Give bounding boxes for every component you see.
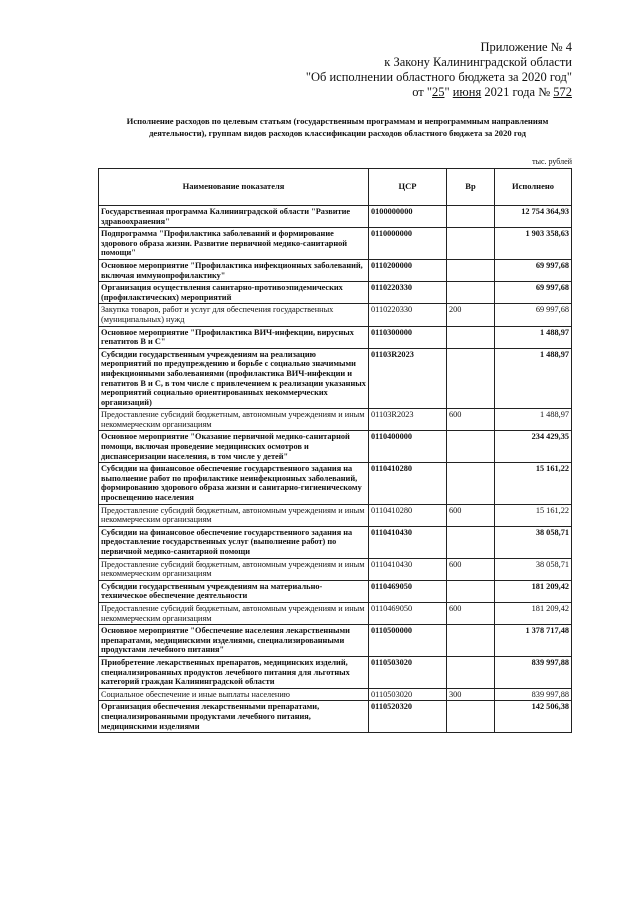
row-name: Субсидии государственным учреждениям на материально-техническое обеспечение деятельности (99, 580, 369, 602)
row-name: Основное мероприятие "Оказание первичной медико-санитарной помощи, включая проведение медицинских осмотров и диспансеризации населения, в том числе у детей" (99, 431, 369, 463)
row-value: 181 209,42 (495, 602, 572, 624)
table-row (99, 282, 572, 304)
row-name: Подпрограмма "Профилактика заболеваний и формирование здорового образа жизни. Развитие первичной медико-санитарной помощи" (99, 228, 369, 260)
table-row (99, 602, 572, 624)
row-name: Организация осуществления санитарно-противоэпидемических (профилактических) мероприятий (99, 282, 369, 304)
row-csr: 0110503020 (369, 688, 447, 701)
row-vr: 300 (447, 688, 495, 701)
annex-header (272, 40, 572, 100)
row-vr (447, 625, 495, 657)
annex-number: Приложение № 4 (480, 40, 572, 54)
row-csr: 0110220330 (369, 282, 447, 304)
table-header-row (99, 169, 572, 206)
row-name: Основное мероприятие "Профилактика инфекционных заболеваний, включая иммунопрофилактику" (99, 259, 369, 281)
table-row (99, 625, 572, 657)
row-name: Основное мероприятие "Профилактика ВИЧ-инфекции, вирусных гепатитов В и С" (99, 326, 369, 348)
row-csr: 0110410280 (369, 463, 447, 504)
row-value: 15 161,22 (495, 504, 572, 526)
row-value: 839 997,88 (495, 656, 572, 688)
row-name: Приобретение лекарственных препаратов, медицинских изделий, специализированных продуктов лечебного питания для льготных категорий граждан Калининградской области (99, 656, 369, 688)
row-value: 181 209,42 (495, 580, 572, 602)
annex-law-number: 572 (553, 85, 572, 99)
table-row (99, 348, 572, 409)
table-row (99, 688, 572, 701)
document-title: Исполнение расходов по целевым статьям (государственным программам и непрограммным направлениям деятельности), группам видов расходов классификации расходов областного бюджета за 2020 год (126, 116, 549, 138)
row-name: Организация обеспечения лекарственными препаратами, специализированными продуктами лечебного питания, медицинскими изделиями (99, 701, 369, 733)
header-csr: ЦСР (369, 169, 447, 206)
row-value: 69 997,68 (495, 304, 572, 326)
row-name: Основное мероприятие "Обеспечение населения лекарственными препаратами, медицинскими изделиями, специализированными продуктами лечебного питания" (99, 625, 369, 657)
annex-month: июня (452, 85, 482, 99)
annex-date-line: от "25" июня 2021 года № 572 (412, 85, 572, 99)
row-csr: 0110520320 (369, 701, 447, 733)
row-csr: 0110400000 (369, 431, 447, 463)
row-value: 69 997,68 (495, 282, 572, 304)
row-value: 1 488,97 (495, 326, 572, 348)
row-csr: 0110000000 (369, 228, 447, 260)
table-row (99, 526, 572, 558)
row-vr: 600 (447, 602, 495, 624)
row-name: Предоставление субсидий бюджетным, автономным учреждениям и иным некоммерческим организациям (99, 558, 369, 580)
row-value: 12 754 364,93 (495, 206, 572, 228)
annex-day: 25 (432, 85, 445, 99)
row-value: 1 378 717,48 (495, 625, 572, 657)
table-row (99, 463, 572, 504)
row-value: 234 429,35 (495, 431, 572, 463)
row-name: Государственная программа Калининградской области "Развитие здравоохранения" (99, 206, 369, 228)
row-csr: 0100000000 (369, 206, 447, 228)
row-name: Предоставление субсидий бюджетным, автономным учреждениям и иным некоммерческим организациям (99, 602, 369, 624)
row-value: 839 997,88 (495, 688, 572, 701)
row-vr (447, 282, 495, 304)
row-csr: 0110469050 (369, 580, 447, 602)
row-vr (447, 348, 495, 409)
row-name: Социальное обеспечение и иные выплаты населению (99, 688, 369, 701)
table-row (99, 504, 572, 526)
row-value: 15 161,22 (495, 463, 572, 504)
row-csr: 01103R2023 (369, 409, 447, 431)
row-csr: 01103R2023 (369, 348, 447, 409)
row-value: 38 058,71 (495, 558, 572, 580)
row-vr (447, 463, 495, 504)
row-value: 69 997,68 (495, 259, 572, 281)
row-vr (447, 431, 495, 463)
units-label: тыс. рублей (532, 157, 572, 166)
expenditure-table (98, 168, 572, 733)
header-vr: Вр (447, 169, 495, 206)
table-row (99, 580, 572, 602)
table-row (99, 206, 572, 228)
table-row (99, 228, 572, 260)
row-csr: 0110503020 (369, 656, 447, 688)
row-csr: 0110410430 (369, 526, 447, 558)
row-vr (447, 206, 495, 228)
table-row (99, 656, 572, 688)
table-row (99, 431, 572, 463)
table-row (99, 326, 572, 348)
row-vr (447, 526, 495, 558)
header-executed: Исполнено (495, 169, 572, 206)
row-vr (447, 580, 495, 602)
table-row (99, 558, 572, 580)
row-csr: 0110410280 (369, 504, 447, 526)
row-value: 142 506,38 (495, 701, 572, 733)
row-name: Предоставление субсидий бюджетным, автономным учреждениям и иным некоммерческим организациям (99, 409, 369, 431)
annex-law: к Закону Калининградской области (384, 55, 572, 69)
table-row (99, 304, 572, 326)
row-name: Субсидии государственным учреждениям на реализацию мероприятий по предупреждению и борьбе с социально значимыми инфекционными заболеваниями (профилактика ВИЧ-инфекции и гепатитов В и С, в том числе с привлечением к реализации указанных мероприятий социально ориентированных некоммерческих организаций) (99, 348, 369, 409)
row-vr (447, 228, 495, 260)
table-row (99, 409, 572, 431)
row-vr: 200 (447, 304, 495, 326)
table-row (99, 259, 572, 281)
row-csr: 0110469050 (369, 602, 447, 624)
table-body (99, 206, 572, 733)
row-vr: 600 (447, 504, 495, 526)
header-name: Наименование показателя (99, 169, 369, 206)
row-csr: 0110220330 (369, 304, 447, 326)
annex-law-title: "Об исполнении областного бюджета за 2020 год" (305, 70, 572, 84)
row-vr (447, 656, 495, 688)
row-vr (447, 326, 495, 348)
row-name: Закупка товаров, работ и услуг для обеспечения государственных (муниципальных) нужд (99, 304, 369, 326)
table-row (99, 701, 572, 733)
row-value: 1 488,97 (495, 348, 572, 409)
row-vr: 600 (447, 558, 495, 580)
row-csr: 0110200000 (369, 259, 447, 281)
row-vr (447, 701, 495, 733)
row-vr (447, 259, 495, 281)
row-csr: 0110410430 (369, 558, 447, 580)
row-value: 1 903 358,63 (495, 228, 572, 260)
row-csr: 0110500000 (369, 625, 447, 657)
row-value: 1 488,97 (495, 409, 572, 431)
row-name: Субсидии на финансовое обеспечение государственного задания на предоставление государственных услуг (выполнение работ) по первичной медико-санитарной помощи (99, 526, 369, 558)
row-value: 38 058,71 (495, 526, 572, 558)
row-vr: 600 (447, 409, 495, 431)
row-name: Предоставление субсидий бюджетным, автономным учреждениям и иным некоммерческим организациям (99, 504, 369, 526)
row-csr: 0110300000 (369, 326, 447, 348)
row-name: Субсидии на финансовое обеспечение государственного задания на выполнение работ по профилактике неинфекционных заболеваний, формированию здорового образа жизни и санитарно-гигиеническому просвещению населения (99, 463, 369, 504)
